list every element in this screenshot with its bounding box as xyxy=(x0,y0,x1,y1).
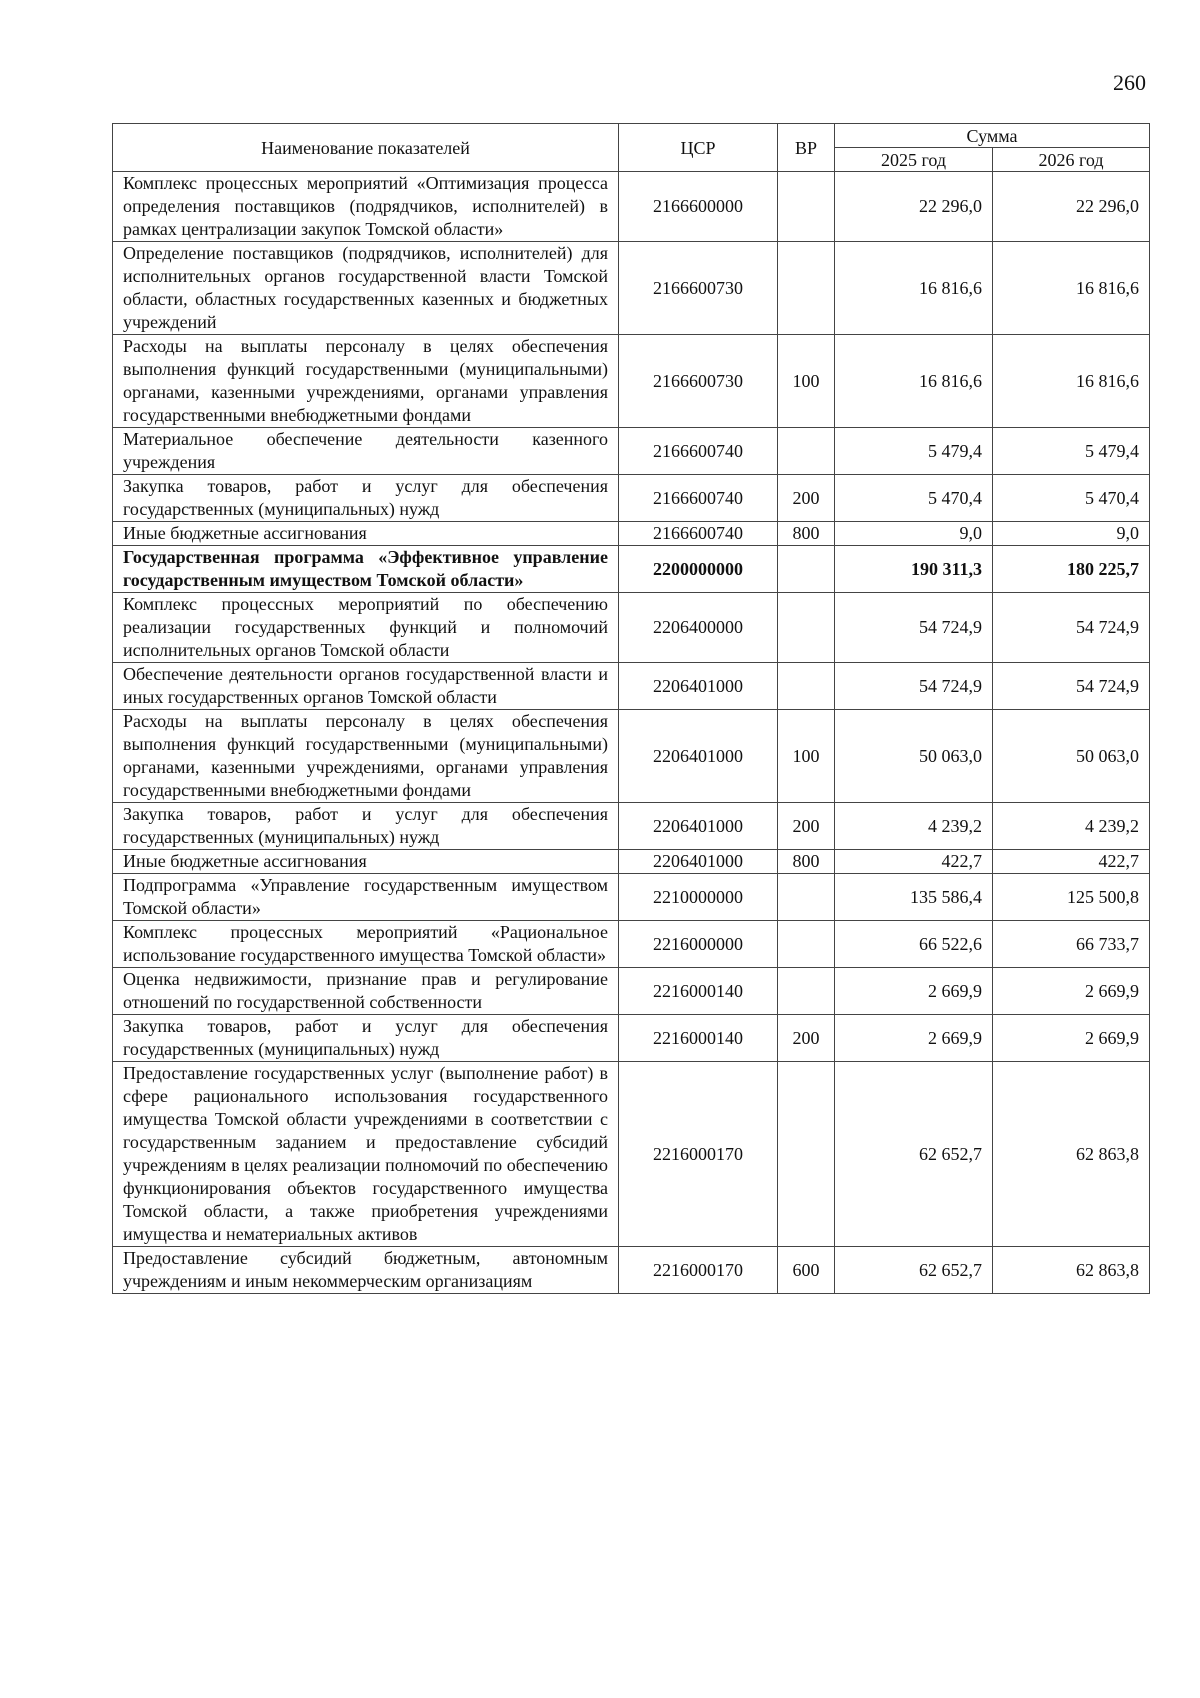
table-row xyxy=(113,593,1150,663)
header-name: Наименование показателей xyxy=(113,124,619,172)
row-name: Иные бюджетные ассигнования xyxy=(113,522,619,546)
row-vr xyxy=(778,242,835,335)
page-number: 260 xyxy=(1113,70,1146,95)
row-sum-2025: 5 479,4 xyxy=(835,428,993,475)
row-vr: 200 xyxy=(778,1015,835,1062)
row-vr xyxy=(778,874,835,921)
row-name: Предоставление государственных услуг (выполнение работ) в сфере рационального использования государственного имущества Томской области учреждениями в соответствии с государственным заданием и предоставление субсидий учреждениям в целях реализации полномочий по обеспечению функционирования объектов государственного имущества Томской области, а также приобретения учреждениями имущества и нематериальных активов xyxy=(113,1062,619,1247)
row-csr: 2166600740 xyxy=(619,522,778,546)
table-row xyxy=(113,428,1150,475)
row-vr: 800 xyxy=(778,522,835,546)
row-csr: 2206401000 xyxy=(619,710,778,803)
table-row xyxy=(113,921,1150,968)
row-sum-2025: 190 311,3 xyxy=(835,546,993,593)
row-name: Государственная программа «Эффективное управление государственным имуществом Томской области» xyxy=(113,546,619,593)
table-row xyxy=(113,850,1150,874)
row-sum-2025: 4 239,2 xyxy=(835,803,993,850)
row-csr: 2206401000 xyxy=(619,663,778,710)
table-row xyxy=(113,1247,1150,1294)
row-sum-2025: 422,7 xyxy=(835,850,993,874)
row-csr: 2216000140 xyxy=(619,1015,778,1062)
row-sum-2026: 5 470,4 xyxy=(993,475,1150,522)
row-sum-2026: 180 225,7 xyxy=(993,546,1150,593)
table-row xyxy=(113,1062,1150,1247)
table-row xyxy=(113,663,1150,710)
row-name: Подпрограмма «Управление государственным имуществом Томской области» xyxy=(113,874,619,921)
row-csr: 2216000170 xyxy=(619,1062,778,1247)
row-csr: 2166600740 xyxy=(619,428,778,475)
table-row xyxy=(113,1015,1150,1062)
row-csr: 2210000000 xyxy=(619,874,778,921)
table-row xyxy=(113,522,1150,546)
row-vr xyxy=(778,428,835,475)
row-sum-2025: 16 816,6 xyxy=(835,335,993,428)
table-row xyxy=(113,172,1150,242)
row-name: Оценка недвижимости, признание прав и регулирование отношений по государственной собственности xyxy=(113,968,619,1015)
row-csr: 2206401000 xyxy=(619,803,778,850)
row-sum-2026: 54 724,9 xyxy=(993,663,1150,710)
row-sum-2025: 16 816,6 xyxy=(835,242,993,335)
row-sum-2025: 22 296,0 xyxy=(835,172,993,242)
row-csr: 2200000000 xyxy=(619,546,778,593)
table-row xyxy=(113,803,1150,850)
row-name: Материальное обеспечение деятельности казенного учреждения xyxy=(113,428,619,475)
row-csr: 2216000170 xyxy=(619,1247,778,1294)
table-row xyxy=(113,335,1150,428)
row-sum-2025: 54 724,9 xyxy=(835,663,993,710)
table-row xyxy=(113,710,1150,803)
row-sum-2026: 62 863,8 xyxy=(993,1062,1150,1247)
row-vr xyxy=(778,172,835,242)
row-sum-2026: 422,7 xyxy=(993,850,1150,874)
row-name: Предоставление субсидий бюджетным, автономным учреждениям и иным некоммерческим организациям xyxy=(113,1247,619,1294)
row-sum-2026: 2 669,9 xyxy=(993,1015,1150,1062)
table-row xyxy=(113,242,1150,335)
row-sum-2025: 62 652,7 xyxy=(835,1062,993,1247)
row-csr: 2166600730 xyxy=(619,242,778,335)
header-year-2026: 2026 год xyxy=(993,148,1150,172)
row-name: Расходы на выплаты персоналу в целях обеспечения выполнения функций государственными (муниципальными) органами, казенными учреждениями, органами управления государственными внебюджетными фондами xyxy=(113,335,619,428)
header-csr: ЦСР xyxy=(619,124,778,172)
row-sum-2026: 9,0 xyxy=(993,522,1150,546)
row-sum-2026: 16 816,6 xyxy=(993,242,1150,335)
row-name: Определение поставщиков (подрядчиков, исполнителей) для исполнительных органов государственной власти Томской области, областных государственных казенных и бюджетных учреждений xyxy=(113,242,619,335)
row-csr: 2206401000 xyxy=(619,850,778,874)
row-sum-2025: 5 470,4 xyxy=(835,475,993,522)
row-csr: 2166600740 xyxy=(619,475,778,522)
table-header xyxy=(113,124,1150,172)
row-name: Закупка товаров, работ и услуг для обеспечения государственных (муниципальных) нужд xyxy=(113,475,619,522)
table-row xyxy=(113,546,1150,593)
row-csr: 2206400000 xyxy=(619,593,778,663)
row-sum-2026: 22 296,0 xyxy=(993,172,1150,242)
row-sum-2026: 125 500,8 xyxy=(993,874,1150,921)
header-sum: Сумма xyxy=(835,124,1150,148)
row-name: Расходы на выплаты персоналу в целях обеспечения выполнения функций государственными (муниципальными) органами, казенными учреждениями, органами управления государственными внебюджетными фондами xyxy=(113,710,619,803)
budget-table xyxy=(112,123,1150,1294)
row-vr xyxy=(778,968,835,1015)
table-row xyxy=(113,874,1150,921)
row-sum-2025: 9,0 xyxy=(835,522,993,546)
row-vr xyxy=(778,1062,835,1247)
row-vr: 200 xyxy=(778,803,835,850)
row-sum-2026: 2 669,9 xyxy=(993,968,1150,1015)
table-row xyxy=(113,475,1150,522)
row-csr: 2216000140 xyxy=(619,968,778,1015)
row-csr: 2166600730 xyxy=(619,335,778,428)
row-vr xyxy=(778,921,835,968)
row-name: Иные бюджетные ассигнования xyxy=(113,850,619,874)
row-sum-2025: 135 586,4 xyxy=(835,874,993,921)
row-sum-2025: 2 669,9 xyxy=(835,1015,993,1062)
row-name: Закупка товаров, работ и услуг для обеспечения государственных (муниципальных) нужд xyxy=(113,1015,619,1062)
row-csr: 2216000000 xyxy=(619,921,778,968)
row-name: Комплекс процессных мероприятий по обеспечению реализации государственных функций и полномочий исполнительных органов Томской области xyxy=(113,593,619,663)
row-vr: 800 xyxy=(778,850,835,874)
row-sum-2025: 62 652,7 xyxy=(835,1247,993,1294)
row-vr: 100 xyxy=(778,710,835,803)
row-vr xyxy=(778,663,835,710)
row-vr: 200 xyxy=(778,475,835,522)
table-row xyxy=(113,968,1150,1015)
row-sum-2025: 2 669,9 xyxy=(835,968,993,1015)
header-vr: ВР xyxy=(778,124,835,172)
row-vr: 600 xyxy=(778,1247,835,1294)
row-name: Обеспечение деятельности органов государственной власти и иных государственных органов Томской области xyxy=(113,663,619,710)
table-body xyxy=(113,172,1150,1294)
row-sum-2025: 66 522,6 xyxy=(835,921,993,968)
row-csr: 2166600000 xyxy=(619,172,778,242)
row-sum-2026: 66 733,7 xyxy=(993,921,1150,968)
row-name: Закупка товаров, работ и услуг для обеспечения государственных (муниципальных) нужд xyxy=(113,803,619,850)
row-name: Комплекс процессных мероприятий «Рациональное использование государственного имущества Томской области» xyxy=(113,921,619,968)
header-year-2025: 2025 год xyxy=(835,148,993,172)
row-sum-2026: 62 863,8 xyxy=(993,1247,1150,1294)
row-vr: 100 xyxy=(778,335,835,428)
row-sum-2026: 50 063,0 xyxy=(993,710,1150,803)
row-sum-2026: 5 479,4 xyxy=(993,428,1150,475)
row-sum-2026: 54 724,9 xyxy=(993,593,1150,663)
row-sum-2025: 54 724,9 xyxy=(835,593,993,663)
row-vr xyxy=(778,546,835,593)
row-sum-2025: 50 063,0 xyxy=(835,710,993,803)
row-sum-2026: 4 239,2 xyxy=(993,803,1150,850)
row-sum-2026: 16 816,6 xyxy=(993,335,1150,428)
row-vr xyxy=(778,593,835,663)
row-name: Комплекс процессных мероприятий «Оптимизация процесса определения поставщиков (подрядчиков, исполнителей) в рамках централизации закупок Томской области» xyxy=(113,172,619,242)
